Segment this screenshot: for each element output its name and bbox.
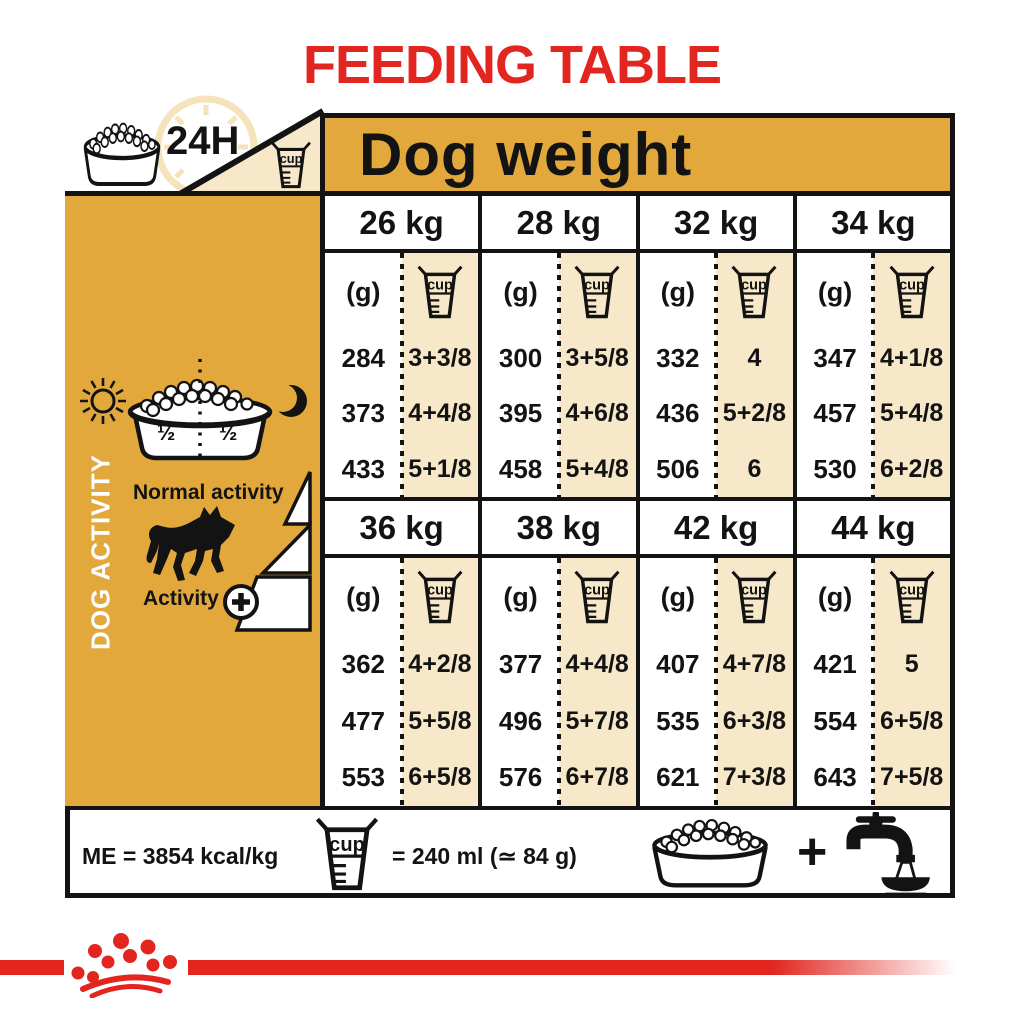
weight-header: 42 kg: [640, 497, 793, 558]
split-bowl-icon: [130, 359, 270, 458]
cup-value: 5+2/8: [722, 399, 787, 428]
cup-unit-cell: [716, 558, 793, 636]
cup-equivalence-label: = 240 ml (≃ 84 g): [392, 843, 577, 869]
dog-weight-label: Dog weight: [359, 121, 693, 188]
grams-unit-label: (g): [503, 276, 538, 307]
weight-column: [640, 196, 797, 497]
grams-value: 421: [813, 648, 857, 679]
cup-value: 7+5/8: [880, 763, 944, 792]
weight-header: 28 kg: [482, 196, 635, 253]
table-footer: [65, 806, 955, 898]
half-portion-left: ½: [157, 420, 176, 445]
duration-label: 24H: [166, 119, 240, 163]
red-stripe-left: [0, 960, 64, 975]
grid-section-2: [325, 497, 950, 806]
cup-value: 4+7/8: [722, 649, 787, 678]
weight-column: [482, 196, 639, 497]
kibble-bowl-icon: [630, 814, 790, 894]
grams-value: 407: [656, 648, 700, 679]
grams-value: 300: [498, 343, 543, 374]
activity-label: Activity: [143, 587, 219, 610]
weight-header: 34 kg: [797, 196, 950, 253]
cup-value: 6+3/8: [722, 706, 787, 735]
grams-value: 553: [341, 762, 385, 793]
feeding-grid: [320, 196, 950, 806]
grams-value: 377: [498, 648, 543, 679]
grams-value: 458: [498, 453, 543, 484]
grams-unit-label: (g): [817, 276, 853, 307]
grams-value: 535: [656, 705, 700, 736]
grams-unit-label: (g): [503, 581, 538, 612]
measuring-cup-icon: [728, 264, 780, 320]
cup-value: 6+5/8: [880, 706, 944, 735]
german-shepherd-icon: [147, 506, 236, 581]
weight-column: [325, 196, 482, 497]
cup-value: 4+4/8: [408, 399, 472, 428]
grams-value: 576: [498, 762, 543, 793]
weight-column: [325, 497, 482, 806]
weight-header: 26 kg: [325, 196, 478, 253]
cup-unit-cell: [559, 253, 636, 331]
cup-value: 3+3/8: [408, 344, 472, 373]
grams-unit-label: (g): [346, 581, 381, 612]
measuring-cup-icon: [571, 569, 623, 625]
dog-activity-panel: [65, 196, 320, 806]
cup-unit-cell: [402, 253, 479, 331]
cup-value: 4: [747, 344, 762, 373]
cup-value: 3+5/8: [565, 344, 629, 373]
measuring-cup-icon: [571, 264, 623, 320]
kibble-bowl-icon: [76, 118, 168, 192]
cup-value: 6: [747, 454, 762, 483]
grams-value: 506: [656, 453, 700, 484]
grams-value: 433: [341, 453, 385, 484]
grams-value: 496: [498, 705, 543, 736]
grams-value: 554: [813, 705, 857, 736]
measuring-cup-icon: [414, 569, 466, 625]
cup-value: 7+3/8: [722, 763, 787, 792]
moon-icon: [269, 384, 307, 417]
cup-value: 5+1/8: [408, 454, 472, 483]
cup-unit-cell: [873, 253, 950, 331]
grams-value: 477: [341, 705, 385, 736]
grams-value: 643: [813, 762, 857, 793]
activity-plus-icon: [225, 586, 257, 618]
royal-canin-crown-logo: [68, 932, 188, 998]
grams-value: 530: [813, 453, 857, 484]
cup-value: 4+2/8: [408, 649, 472, 678]
cup-value: 6+5/8: [408, 763, 472, 792]
dog-weight-banner: [320, 113, 955, 196]
weight-header: 36 kg: [325, 497, 478, 558]
grams-value: 621: [656, 762, 700, 793]
cup-value: 4+4/8: [565, 649, 629, 678]
grams-value: 362: [341, 648, 385, 679]
cup-value: 4+6/8: [565, 399, 629, 428]
measuring-cup-icon: [886, 264, 938, 320]
cup-unit-cell: [559, 558, 636, 636]
cup-unit-cell: [402, 558, 479, 636]
sun-icon: [80, 378, 126, 424]
page-title: FEEDING TABLE: [303, 35, 721, 95]
grams-value: 347: [813, 343, 857, 374]
grams-value: 332: [656, 343, 700, 374]
half-portion-right: ½: [219, 420, 238, 445]
plus-sign: +: [797, 823, 828, 881]
grams-unit-label: (g): [660, 276, 696, 307]
water-faucet-icon: [836, 812, 938, 894]
cup-value: 5+4/8: [565, 454, 629, 483]
grid-section-1: [325, 196, 950, 497]
dog-activity-axis-label: DOG ACTIVITY: [85, 454, 116, 650]
measuring-cup-icon: [268, 140, 314, 190]
measuring-cup-icon: [414, 264, 466, 320]
red-stripe-right: [188, 960, 956, 975]
weight-column: [797, 196, 950, 497]
weight-column: [797, 497, 950, 806]
grams-value: 457: [813, 398, 857, 429]
measuring-cup-icon: [310, 816, 384, 892]
cup-unit-cell: [873, 558, 950, 636]
weight-header: 44 kg: [797, 497, 950, 558]
weight-header: 32 kg: [640, 196, 793, 253]
cup-value: 5: [904, 649, 919, 678]
grams-value: 436: [656, 398, 700, 429]
weight-column: [482, 497, 639, 806]
normal-activity-label: Normal activity: [133, 481, 284, 504]
grams-value: 395: [498, 398, 543, 429]
measuring-cup-icon: [728, 569, 780, 625]
weight-column: [640, 497, 797, 806]
cup-unit-cell: [716, 253, 793, 331]
cup-value: 6+2/8: [880, 454, 944, 483]
cup-value: 5+7/8: [565, 706, 629, 735]
measuring-cup-icon: [886, 569, 938, 625]
border-segment: [950, 113, 955, 898]
grams-unit-label: (g): [817, 581, 853, 612]
weight-header: 38 kg: [482, 497, 635, 558]
grams-unit-label: (g): [660, 581, 696, 612]
cup-value: 5+4/8: [880, 399, 944, 428]
grams-value: 373: [341, 398, 385, 429]
cup-value: 6+7/8: [565, 763, 629, 792]
energy-label: ME = 3854 kcal/kg: [82, 843, 279, 869]
grams-value: 284: [341, 343, 385, 374]
grams-unit-label: (g): [346, 276, 381, 307]
cup-value: 4+1/8: [880, 344, 944, 373]
cup-value: 5+5/8: [408, 706, 472, 735]
